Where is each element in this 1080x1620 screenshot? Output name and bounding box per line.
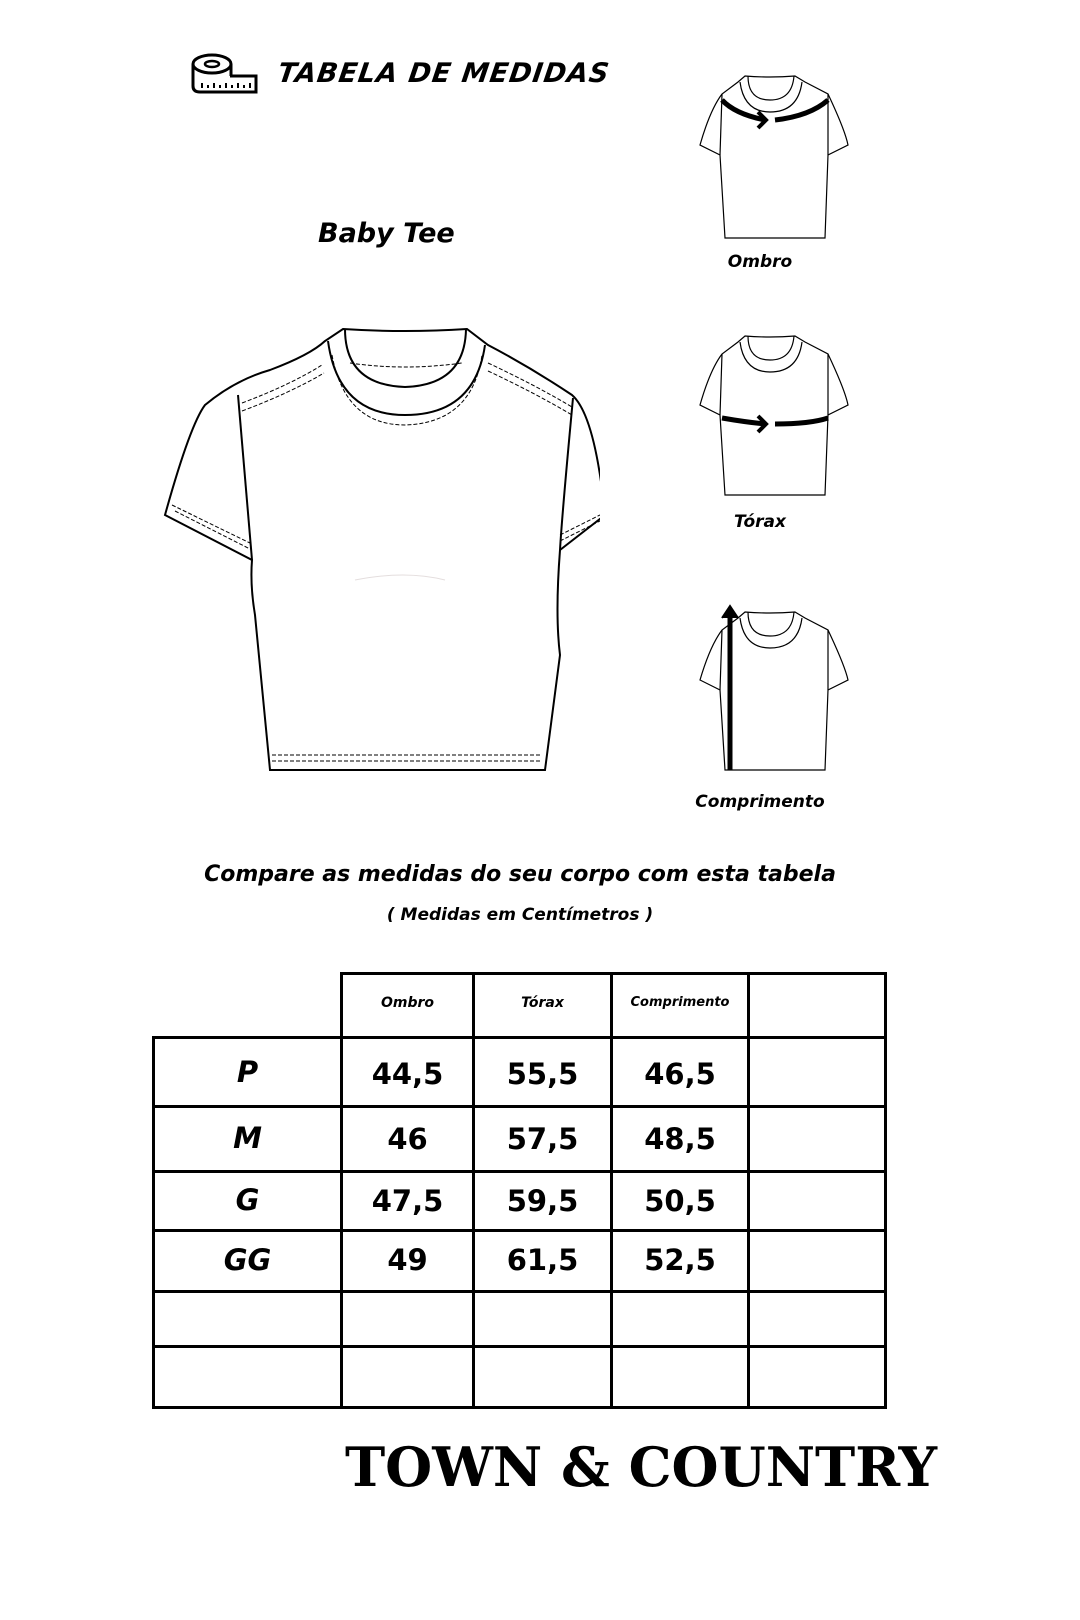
table-border xyxy=(152,1406,887,1409)
table-border xyxy=(152,1229,887,1232)
size-label: GG xyxy=(223,1243,272,1277)
ombro-value: 47,5 xyxy=(371,1184,444,1218)
table-border xyxy=(747,972,750,1409)
table-border xyxy=(884,972,887,1409)
table-border xyxy=(152,1345,887,1348)
comprimento-value: 50,5 xyxy=(644,1184,716,1218)
ombro-value: 44,5 xyxy=(371,1057,444,1091)
comprimento-value: 52,5 xyxy=(644,1243,716,1277)
torax-value: 59,5 xyxy=(506,1184,579,1218)
table-border xyxy=(152,1105,887,1108)
page-title: TABELA DE MEDIDAS xyxy=(275,58,612,89)
size-label: G xyxy=(235,1183,260,1217)
units-note: ( Medidas em Centímetros ) xyxy=(386,905,654,925)
product-name: Baby Tee xyxy=(318,218,455,249)
brand-logo: TOWN & COUNTRY xyxy=(345,1435,937,1499)
ombro-value: 46 xyxy=(387,1122,428,1156)
ombro-value: 49 xyxy=(387,1243,428,1277)
column-header-torax: Tórax xyxy=(521,995,564,1011)
table-border xyxy=(152,1036,887,1039)
comprimento-value: 46,5 xyxy=(644,1057,716,1091)
shoulder-label: Ombro xyxy=(727,252,793,272)
column-header-ombro: Ombro xyxy=(380,995,435,1011)
length-label: Comprimento xyxy=(695,792,825,812)
compare-instruction: Compare as medidas do seu corpo com esta tabela xyxy=(204,862,836,887)
table-border xyxy=(340,972,887,975)
chest-label: Tórax xyxy=(734,512,786,532)
table-border xyxy=(152,1290,887,1293)
column-header-comprimento: Comprimento xyxy=(630,995,730,1010)
table-border xyxy=(152,1036,155,1409)
size-label: M xyxy=(233,1121,262,1155)
torax-value: 61,5 xyxy=(506,1243,579,1277)
table-border xyxy=(152,1170,887,1173)
size-label: P xyxy=(236,1055,259,1089)
torax-value: 57,5 xyxy=(506,1122,579,1156)
torax-value: 55,5 xyxy=(506,1057,579,1091)
comprimento-value: 48,5 xyxy=(644,1122,716,1156)
